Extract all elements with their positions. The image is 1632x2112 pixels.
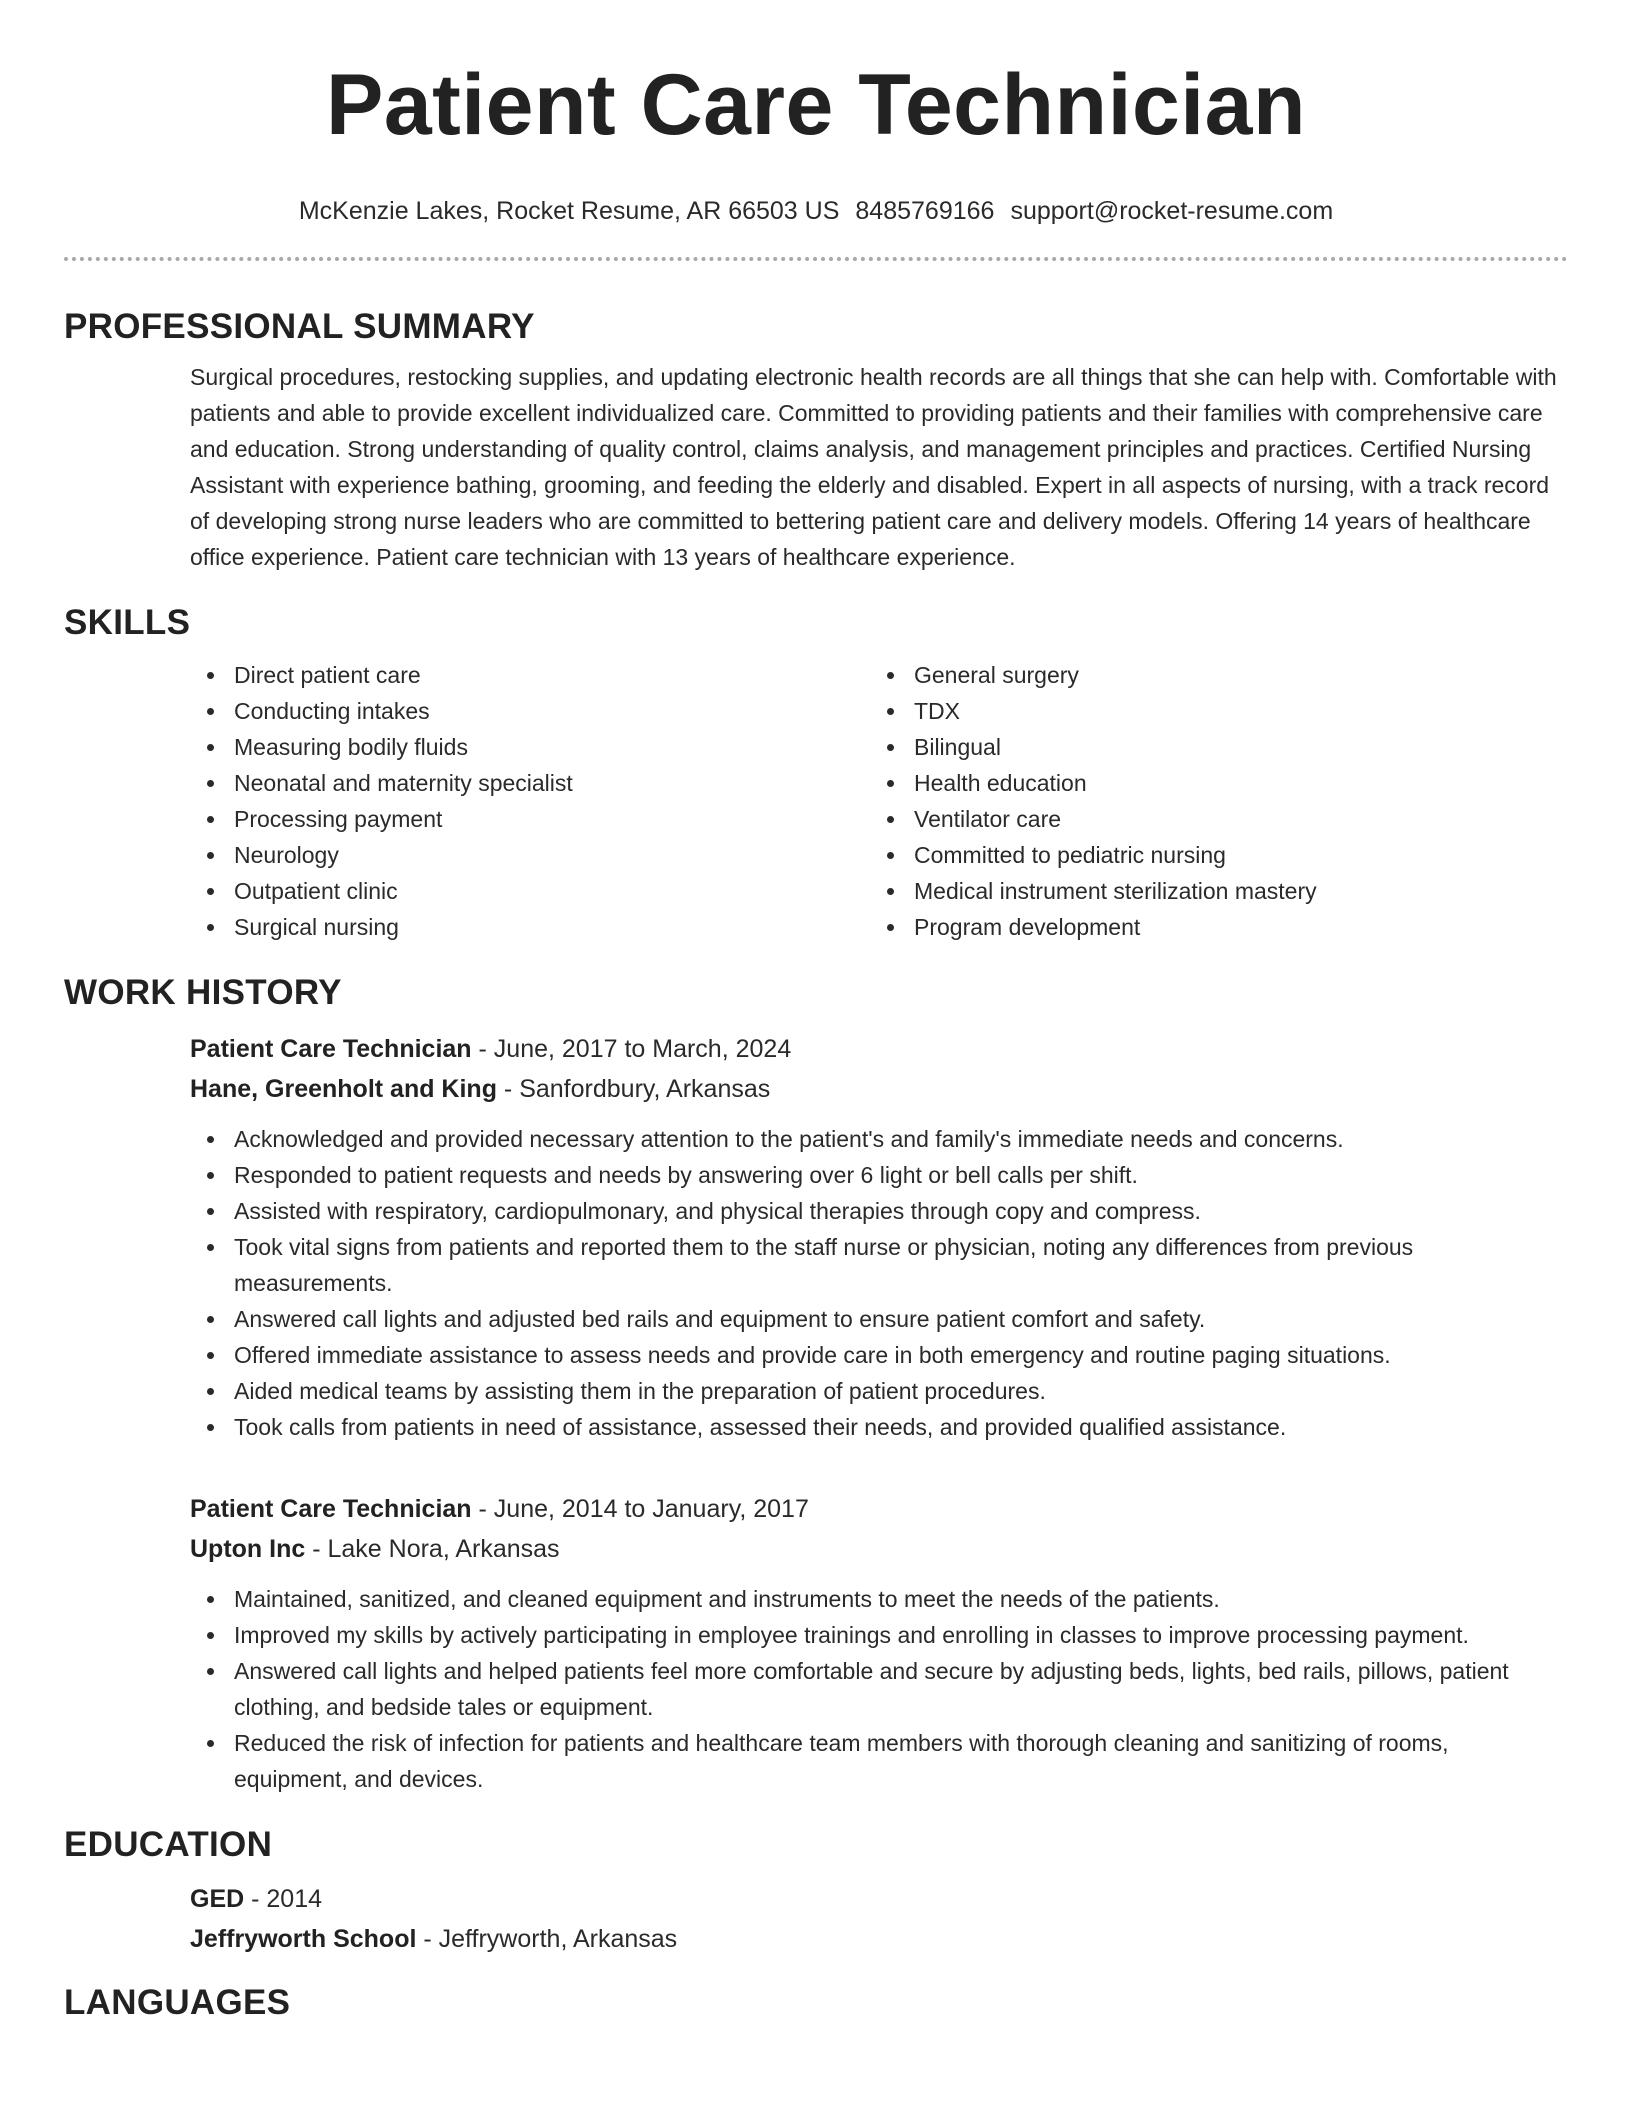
summary-text: Surgical procedures, restocking supplies, and updating electronic health records are all things that she can help with. Comfortable with patients and able to provide excellent individualized care. Committed to providing patients and their families with comprehensive care and education. Strong understanding of quality control, claims analysis, and management principles and practices. Certified Nursing Assistant with experience bathing, grooming, and feeding the elderly and disabled. Expert in all aspects of nursing, with a track record of developing strong nurse leaders who are committed to bettering patient care and delivery models. Offering 14 years of healthcare office experience. Patient care technician with 13 years of healthcare experience. bbox=[190, 364, 1557, 570]
job-duty-item: Improved my skills by actively participating in employee trainings and enrolling in classes to improve processing payment. bbox=[190, 1617, 1568, 1653]
skills-heading: SKILLS bbox=[64, 603, 191, 642]
skill-item: Conducting intakes bbox=[190, 693, 870, 729]
job-duty-item: Acknowledged and provided necessary attention to the patient's and family's immediate needs and concerns. bbox=[190, 1121, 1568, 1157]
job-duty-item: Assisted with respiratory, cardiopulmonary, and physical therapies through copy and compress. bbox=[190, 1193, 1568, 1229]
skill-item: Neurology bbox=[190, 837, 870, 873]
summary-section bbox=[64, 305, 1568, 575]
skill-item: Processing payment bbox=[190, 801, 870, 837]
skill-item: Direct patient care bbox=[190, 657, 870, 693]
skill-item: Measuring bodily fluids bbox=[190, 729, 870, 765]
job-duty-item: Answered call lights and adjusted bed rails and equipment to ensure patient comfort and safety. bbox=[190, 1301, 1568, 1337]
job-duty-item: Aided medical teams by assisting them in the preparation of patient procedures. bbox=[190, 1373, 1568, 1409]
languages-section bbox=[64, 1981, 1568, 2025]
job-duty-item: Took vital signs from patients and reported them to the staff nurse or physician, noting any differences from previous measurements. bbox=[190, 1229, 1568, 1301]
job-location: - Lake Nora, Arkansas bbox=[305, 1535, 560, 1563]
skill-item: Ventilator care bbox=[870, 801, 1568, 837]
school-line bbox=[190, 1919, 1568, 1959]
job-location: - Sanfordbury, Arkansas bbox=[496, 1075, 771, 1103]
contact-phone: 8485769166 bbox=[855, 197, 995, 225]
skill-item: TDX bbox=[870, 693, 1568, 729]
skill-item: Medical instrument sterilization mastery bbox=[870, 873, 1568, 909]
skills-section bbox=[64, 601, 1568, 945]
job-title-line bbox=[190, 1029, 1568, 1069]
page-title: Patient Care Technician bbox=[325, 57, 1307, 153]
skill-item: Bilingual bbox=[870, 729, 1568, 765]
job-duty-item: Maintained, sanitized, and cleaned equipment and instruments to meet the needs of the patients. bbox=[190, 1581, 1568, 1617]
job-duty-item: Offered immediate assistance to assess needs and provide care in both emergency and routine paging situations. bbox=[190, 1337, 1568, 1373]
summary-heading: PROFESSIONAL SUMMARY bbox=[64, 307, 535, 346]
skill-item: Committed to pediatric nursing bbox=[870, 837, 1568, 873]
school-name: Jeffryworth School bbox=[190, 1925, 417, 1953]
skill-item: Neonatal and maternity specialist bbox=[190, 765, 870, 801]
skills-grid bbox=[190, 657, 1568, 945]
job-entry bbox=[190, 1029, 1568, 1445]
job-company: Hane, Greenholt and King bbox=[190, 1075, 497, 1103]
work-history-section bbox=[64, 971, 1568, 1797]
resume-header bbox=[64, 0, 1568, 261]
education-heading: EDUCATION bbox=[64, 1825, 273, 1864]
degree-year: - 2014 bbox=[244, 1885, 323, 1913]
degree: GED bbox=[190, 1885, 245, 1913]
school-location: - Jeffryworth, Arkansas bbox=[416, 1925, 678, 1953]
job-title-line bbox=[190, 1489, 1568, 1529]
job-duty-item: Took calls from patients in need of assistance, assessed their needs, and provided qualified assistance. bbox=[190, 1409, 1568, 1445]
contact-email: support@rocket-resume.com bbox=[1010, 197, 1334, 225]
skills-list-left bbox=[190, 657, 870, 945]
education-section bbox=[64, 1823, 1568, 1959]
contact-info bbox=[64, 195, 1568, 227]
job-entry bbox=[190, 1489, 1568, 1797]
job-duty-item: Answered call lights and helped patients feel more comfortable and secure by adjusting beds, lights, bed rails, pillows, patient clothing, and bedside tales or equipment. bbox=[190, 1653, 1568, 1725]
languages-heading: LANGUAGES bbox=[64, 1983, 291, 2022]
header-divider bbox=[64, 257, 1568, 261]
skill-item: Health education bbox=[870, 765, 1568, 801]
job-dates: - June, 2014 to January, 2017 bbox=[471, 1495, 809, 1523]
contact-address: McKenzie Lakes, Rocket Resume, AR 66503 US bbox=[298, 197, 840, 225]
job-dates: - June, 2017 to March, 2024 bbox=[471, 1035, 792, 1063]
skill-item: Program development bbox=[870, 909, 1568, 945]
job-company: Upton Inc bbox=[190, 1535, 306, 1563]
education-entry bbox=[190, 1879, 1568, 1959]
job-company-line bbox=[190, 1069, 1568, 1109]
job-role: Patient Care Technician bbox=[190, 1035, 472, 1063]
work-history-heading: WORK HISTORY bbox=[64, 973, 342, 1012]
skills-list-right bbox=[870, 657, 1568, 945]
job-duties-list bbox=[190, 1121, 1568, 1445]
job-duties-list bbox=[190, 1581, 1568, 1797]
job-duty-item: Reduced the risk of infection for patients and healthcare team members with thorough cleaning and sanitizing of rooms, equipment, and devices. bbox=[190, 1725, 1568, 1797]
skill-item: Surgical nursing bbox=[190, 909, 870, 945]
skill-item: General surgery bbox=[870, 657, 1568, 693]
skill-item: Outpatient clinic bbox=[190, 873, 870, 909]
job-role: Patient Care Technician bbox=[190, 1495, 472, 1523]
degree-line bbox=[190, 1879, 1568, 1919]
job-duty-item: Responded to patient requests and needs by answering over 6 light or bell calls per shift. bbox=[190, 1157, 1568, 1193]
job-company-line bbox=[190, 1529, 1568, 1569]
